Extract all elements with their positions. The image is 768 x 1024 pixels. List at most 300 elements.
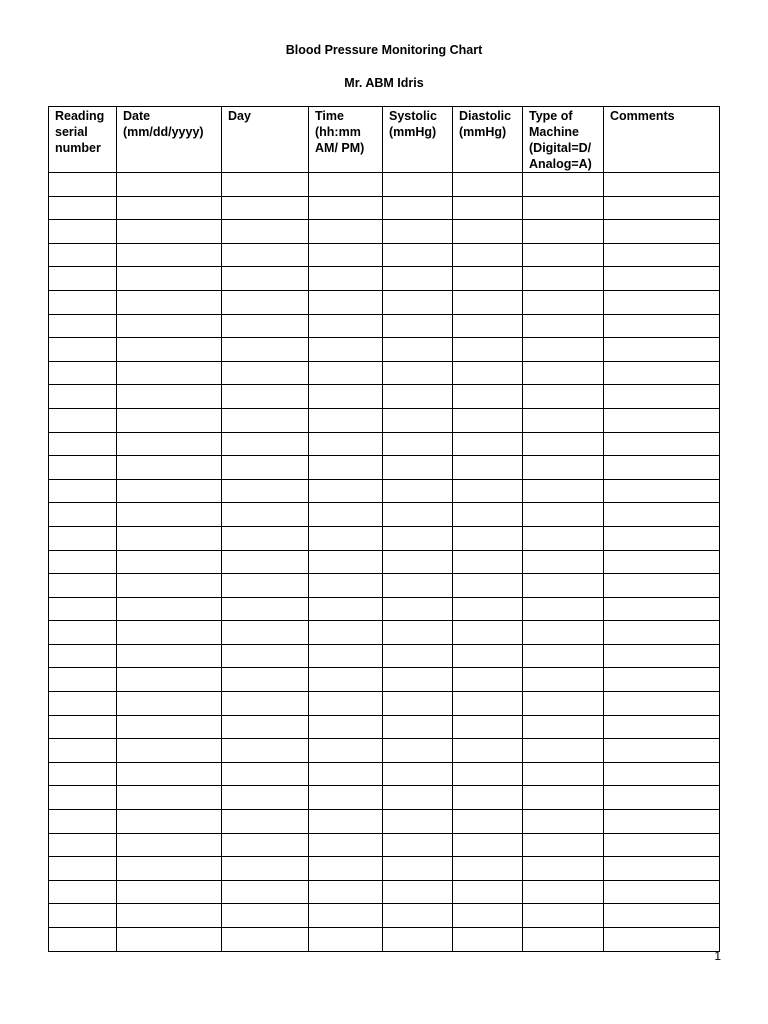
table-row [49, 668, 720, 692]
table-row [49, 621, 720, 645]
table-cell-diastolic[interactable] [453, 810, 523, 834]
table-cell-comments[interactable] [604, 550, 720, 574]
table-cell-day[interactable] [222, 668, 309, 692]
table-row [49, 503, 720, 527]
table-cell-date[interactable] [117, 833, 222, 857]
table-cell-day[interactable] [222, 196, 309, 220]
table-row [49, 267, 720, 291]
table-cell-time[interactable] [309, 526, 383, 550]
table-cell-day[interactable] [222, 385, 309, 409]
table-cell-machine[interactable] [523, 904, 604, 928]
table-cell-day[interactable] [222, 408, 309, 432]
table-row [49, 739, 720, 763]
table-cell-comments[interactable] [604, 361, 720, 385]
table-cell-serial[interactable] [49, 408, 117, 432]
table-cell-comments[interactable] [604, 786, 720, 810]
table-cell-systolic[interactable] [383, 739, 453, 763]
table-cell-serial[interactable] [49, 196, 117, 220]
table-cell-machine[interactable] [523, 290, 604, 314]
table-cell-date[interactable] [117, 479, 222, 503]
table-cell-date[interactable] [117, 597, 222, 621]
table-cell-serial[interactable] [49, 762, 117, 786]
table-cell-systolic[interactable] [383, 456, 453, 480]
table-row [49, 220, 720, 244]
table-cell-systolic[interactable] [383, 503, 453, 527]
table-cell-date[interactable] [117, 432, 222, 456]
table-row [49, 715, 720, 739]
table-cell-day[interactable] [222, 338, 309, 362]
table-cell-time[interactable] [309, 692, 383, 716]
column-header-systolic: Systolic (mmHg) [383, 107, 453, 173]
table-cell-day[interactable] [222, 243, 309, 267]
table-cell-time[interactable] [309, 479, 383, 503]
table-cell-diastolic[interactable] [453, 715, 523, 739]
table-cell-time[interactable] [309, 810, 383, 834]
table-cell-machine[interactable] [523, 314, 604, 338]
table-cell-systolic[interactable] [383, 290, 453, 314]
table-cell-day[interactable] [222, 314, 309, 338]
table-cell-diastolic[interactable] [453, 243, 523, 267]
table-cell-comments[interactable] [604, 668, 720, 692]
table-cell-date[interactable] [117, 361, 222, 385]
table-cell-date[interactable] [117, 385, 222, 409]
table-cell-machine[interactable] [523, 408, 604, 432]
table-cell-comments[interactable] [604, 314, 720, 338]
table-cell-machine[interactable] [523, 385, 604, 409]
table-cell-systolic[interactable] [383, 408, 453, 432]
table-cell-day[interactable] [222, 833, 309, 857]
table-cell-diastolic[interactable] [453, 857, 523, 881]
table-cell-date[interactable] [117, 503, 222, 527]
table-cell-machine[interactable] [523, 574, 604, 598]
table-cell-time[interactable] [309, 456, 383, 480]
table-cell-serial[interactable] [49, 668, 117, 692]
table-cell-machine[interactable] [523, 762, 604, 786]
table-cell-diastolic[interactable] [453, 432, 523, 456]
table-cell-comments[interactable] [604, 196, 720, 220]
table-cell-systolic[interactable] [383, 361, 453, 385]
table-cell-comments[interactable] [604, 715, 720, 739]
table-cell-comments[interactable] [604, 479, 720, 503]
table-cell-day[interactable] [222, 692, 309, 716]
table-cell-date[interactable] [117, 173, 222, 197]
table-cell-day[interactable] [222, 904, 309, 928]
table-cell-comments[interactable] [604, 456, 720, 480]
table-cell-systolic[interactable] [383, 432, 453, 456]
table-cell-systolic[interactable] [383, 314, 453, 338]
table-cell-comments[interactable] [604, 503, 720, 527]
table-cell-day[interactable] [222, 715, 309, 739]
table-cell-time[interactable] [309, 503, 383, 527]
table-cell-time[interactable] [309, 644, 383, 668]
table-cell-date[interactable] [117, 644, 222, 668]
table-cell-day[interactable] [222, 857, 309, 881]
column-header-date: Date (mm/dd/yyyy) [117, 107, 222, 173]
table-cell-machine[interactable] [523, 432, 604, 456]
table-header-row [49, 107, 720, 173]
table-cell-time[interactable] [309, 833, 383, 857]
table-row [49, 456, 720, 480]
table-cell-diastolic[interactable] [453, 408, 523, 432]
table-cell-time[interactable] [309, 762, 383, 786]
table-cell-systolic[interactable] [383, 621, 453, 645]
table-cell-diastolic[interactable] [453, 385, 523, 409]
table-row [49, 597, 720, 621]
table-cell-date[interactable] [117, 220, 222, 244]
table-cell-time[interactable] [309, 857, 383, 881]
table-cell-diastolic[interactable] [453, 833, 523, 857]
table-cell-machine[interactable] [523, 810, 604, 834]
table-cell-machine[interactable] [523, 833, 604, 857]
table-cell-time[interactable] [309, 243, 383, 267]
table-cell-machine[interactable] [523, 456, 604, 480]
table-cell-serial[interactable] [49, 597, 117, 621]
column-header-machine-type: Type of Machine (Digital=D/ Analog=A) [523, 107, 604, 173]
table-cell-date[interactable] [117, 574, 222, 598]
table-cell-day[interactable] [222, 762, 309, 786]
table-row [49, 408, 720, 432]
table-cell-serial[interactable] [49, 290, 117, 314]
table-cell-date[interactable] [117, 621, 222, 645]
table-cell-date[interactable] [117, 928, 222, 952]
table-cell-day[interactable] [222, 928, 309, 952]
table-cell-systolic[interactable] [383, 597, 453, 621]
table-cell-time[interactable] [309, 786, 383, 810]
table-cell-date[interactable] [117, 786, 222, 810]
table-cell-comments[interactable] [604, 810, 720, 834]
table-cell-systolic[interactable] [383, 550, 453, 574]
table-cell-comments[interactable] [604, 644, 720, 668]
table-cell-comments[interactable] [604, 173, 720, 197]
table-cell-machine[interactable] [523, 503, 604, 527]
table-cell-systolic[interactable] [383, 173, 453, 197]
table-row [49, 338, 720, 362]
table-cell-time[interactable] [309, 739, 383, 763]
table-cell-time[interactable] [309, 290, 383, 314]
table-cell-time[interactable] [309, 928, 383, 952]
table-cell-time[interactable] [309, 880, 383, 904]
table-cell-date[interactable] [117, 880, 222, 904]
table-cell-diastolic[interactable] [453, 739, 523, 763]
table-cell-time[interactable] [309, 550, 383, 574]
table-cell-comments[interactable] [604, 739, 720, 763]
table-cell-diastolic[interactable] [453, 904, 523, 928]
table-cell-machine[interactable] [523, 857, 604, 881]
table-cell-serial[interactable] [49, 267, 117, 291]
table-cell-machine[interactable] [523, 243, 604, 267]
table-cell-time[interactable] [309, 361, 383, 385]
table-cell-serial[interactable] [49, 692, 117, 716]
table-cell-diastolic[interactable] [453, 644, 523, 668]
table-cell-systolic[interactable] [383, 196, 453, 220]
table-cell-day[interactable] [222, 810, 309, 834]
table-cell-time[interactable] [309, 408, 383, 432]
table-cell-time[interactable] [309, 196, 383, 220]
table-cell-systolic[interactable] [383, 220, 453, 244]
table-cell-date[interactable] [117, 715, 222, 739]
table-cell-day[interactable] [222, 267, 309, 291]
table-row [49, 526, 720, 550]
blood-pressure-table [48, 106, 720, 952]
table-cell-comments[interactable] [604, 243, 720, 267]
table-cell-diastolic[interactable] [453, 928, 523, 952]
table-cell-day[interactable] [222, 574, 309, 598]
table-cell-serial[interactable] [49, 928, 117, 952]
table-cell-comments[interactable] [604, 432, 720, 456]
table-cell-day[interactable] [222, 526, 309, 550]
table-cell-comments[interactable] [604, 904, 720, 928]
table-cell-serial[interactable] [49, 432, 117, 456]
table-cell-diastolic[interactable] [453, 762, 523, 786]
table-row [49, 196, 720, 220]
table-cell-serial[interactable] [49, 550, 117, 574]
table-cell-date[interactable] [117, 904, 222, 928]
table-cell-machine[interactable] [523, 668, 604, 692]
table-cell-date[interactable] [117, 408, 222, 432]
table-cell-day[interactable] [222, 786, 309, 810]
table-cell-systolic[interactable] [383, 762, 453, 786]
table-cell-diastolic[interactable] [453, 220, 523, 244]
table-cell-machine[interactable] [523, 361, 604, 385]
table-cell-serial[interactable] [49, 243, 117, 267]
table-cell-date[interactable] [117, 810, 222, 834]
table-cell-comments[interactable] [604, 880, 720, 904]
table-cell-time[interactable] [309, 314, 383, 338]
table-row [49, 810, 720, 834]
table-cell-machine[interactable] [523, 526, 604, 550]
table-cell-date[interactable] [117, 456, 222, 480]
table-cell-day[interactable] [222, 739, 309, 763]
table-cell-diastolic[interactable] [453, 597, 523, 621]
table-cell-comments[interactable] [604, 621, 720, 645]
table-cell-serial[interactable] [49, 715, 117, 739]
table-cell-time[interactable] [309, 432, 383, 456]
table-cell-time[interactable] [309, 220, 383, 244]
table-cell-serial[interactable] [49, 810, 117, 834]
document-subtitle: Mr. ABM Idris [344, 76, 424, 90]
table-cell-machine[interactable] [523, 786, 604, 810]
table-cell-serial[interactable] [49, 503, 117, 527]
table-cell-machine[interactable] [523, 267, 604, 291]
table-cell-systolic[interactable] [383, 880, 453, 904]
table-cell-systolic[interactable] [383, 668, 453, 692]
table-cell-machine[interactable] [523, 692, 604, 716]
table-cell-day[interactable] [222, 220, 309, 244]
table-cell-diastolic[interactable] [453, 173, 523, 197]
table-cell-machine[interactable] [523, 715, 604, 739]
table-cell-time[interactable] [309, 267, 383, 291]
table-cell-comments[interactable] [604, 290, 720, 314]
table-cell-serial[interactable] [49, 456, 117, 480]
table-cell-day[interactable] [222, 361, 309, 385]
table-cell-systolic[interactable] [383, 692, 453, 716]
table-cell-comments[interactable] [604, 928, 720, 952]
table-cell-date[interactable] [117, 550, 222, 574]
column-header-comments: Comments [604, 107, 720, 173]
table-cell-diastolic[interactable] [453, 290, 523, 314]
table-cell-date[interactable] [117, 526, 222, 550]
table-cell-machine[interactable] [523, 644, 604, 668]
table-cell-serial[interactable] [49, 220, 117, 244]
table-cell-time[interactable] [309, 338, 383, 362]
table-cell-serial[interactable] [49, 857, 117, 881]
table-cell-serial[interactable] [49, 173, 117, 197]
table-cell-systolic[interactable] [383, 715, 453, 739]
table-cell-comments[interactable] [604, 220, 720, 244]
table-cell-date[interactable] [117, 739, 222, 763]
table-cell-systolic[interactable] [383, 857, 453, 881]
table-cell-time[interactable] [309, 904, 383, 928]
table-cell-date[interactable] [117, 290, 222, 314]
table-cell-serial[interactable] [49, 644, 117, 668]
column-header-serial: Reading serial number [49, 107, 117, 173]
table-cell-diastolic[interactable] [453, 503, 523, 527]
table-cell-systolic[interactable] [383, 904, 453, 928]
table-cell-serial[interactable] [49, 786, 117, 810]
table-row [49, 880, 720, 904]
table-cell-diastolic[interactable] [453, 479, 523, 503]
table-cell-diastolic[interactable] [453, 456, 523, 480]
table-cell-date[interactable] [117, 243, 222, 267]
document-title: Blood Pressure Monitoring Chart [285, 43, 483, 57]
table-cell-time[interactable] [309, 621, 383, 645]
table-cell-serial[interactable] [49, 739, 117, 763]
table-cell-date[interactable] [117, 762, 222, 786]
table-cell-systolic[interactable] [383, 479, 453, 503]
table-cell-machine[interactable] [523, 196, 604, 220]
table-cell-systolic[interactable] [383, 338, 453, 362]
table-cell-serial[interactable] [49, 904, 117, 928]
table-cell-time[interactable] [309, 668, 383, 692]
table-cell-machine[interactable] [523, 338, 604, 362]
table-cell-time[interactable] [309, 574, 383, 598]
table-cell-day[interactable] [222, 432, 309, 456]
table-cell-diastolic[interactable] [453, 880, 523, 904]
table-cell-serial[interactable] [49, 833, 117, 857]
table-cell-comments[interactable] [604, 833, 720, 857]
table-row [49, 928, 720, 952]
table-cell-day[interactable] [222, 597, 309, 621]
table-cell-time[interactable] [309, 173, 383, 197]
table-cell-date[interactable] [117, 668, 222, 692]
table-cell-machine[interactable] [523, 173, 604, 197]
table-cell-systolic[interactable] [383, 385, 453, 409]
table-cell-serial[interactable] [49, 385, 117, 409]
table-cell-systolic[interactable] [383, 526, 453, 550]
table-cell-systolic[interactable] [383, 833, 453, 857]
table-row [49, 173, 720, 197]
table-cell-diastolic[interactable] [453, 550, 523, 574]
table-cell-diastolic[interactable] [453, 786, 523, 810]
table-cell-serial[interactable] [49, 880, 117, 904]
table-cell-machine[interactable] [523, 479, 604, 503]
table-cell-comments[interactable] [604, 526, 720, 550]
table-cell-day[interactable] [222, 456, 309, 480]
table-cell-date[interactable] [117, 857, 222, 881]
table-row [49, 762, 720, 786]
table-cell-comments[interactable] [604, 597, 720, 621]
table-cell-serial[interactable] [49, 314, 117, 338]
table-cell-systolic[interactable] [383, 574, 453, 598]
table-cell-comments[interactable] [604, 385, 720, 409]
table-cell-systolic[interactable] [383, 644, 453, 668]
table-cell-machine[interactable] [523, 597, 604, 621]
table-cell-day[interactable] [222, 173, 309, 197]
table-cell-machine[interactable] [523, 739, 604, 763]
table-row [49, 644, 720, 668]
table-cell-diastolic[interactable] [453, 267, 523, 291]
table-cell-systolic[interactable] [383, 243, 453, 267]
table-cell-time[interactable] [309, 715, 383, 739]
table-cell-systolic[interactable] [383, 810, 453, 834]
table-cell-serial[interactable] [49, 526, 117, 550]
table-cell-day[interactable] [222, 479, 309, 503]
table-cell-date[interactable] [117, 314, 222, 338]
table-cell-time[interactable] [309, 385, 383, 409]
table-cell-serial[interactable] [49, 361, 117, 385]
table-cell-comments[interactable] [604, 762, 720, 786]
table-cell-day[interactable] [222, 644, 309, 668]
table-cell-comments[interactable] [604, 267, 720, 291]
table-cell-time[interactable] [309, 597, 383, 621]
table-cell-day[interactable] [222, 621, 309, 645]
table-row [49, 432, 720, 456]
table-cell-serial[interactable] [49, 621, 117, 645]
column-header-time: Time (hh:mm AM/ PM) [309, 107, 383, 173]
table-cell-serial[interactable] [49, 574, 117, 598]
table-cell-date[interactable] [117, 267, 222, 291]
table-cell-diastolic[interactable] [453, 668, 523, 692]
table-cell-comments[interactable] [604, 574, 720, 598]
table-row [49, 692, 720, 716]
table-cell-serial[interactable] [49, 479, 117, 503]
table-cell-day[interactable] [222, 290, 309, 314]
table-cell-day[interactable] [222, 550, 309, 574]
table-cell-comments[interactable] [604, 338, 720, 362]
table-cell-date[interactable] [117, 338, 222, 362]
table-cell-machine[interactable] [523, 928, 604, 952]
table-cell-diastolic[interactable] [453, 526, 523, 550]
table-cell-date[interactable] [117, 196, 222, 220]
table-cell-systolic[interactable] [383, 786, 453, 810]
table-cell-machine[interactable] [523, 220, 604, 244]
table-cell-comments[interactable] [604, 857, 720, 881]
table-cell-systolic[interactable] [383, 928, 453, 952]
table-row [49, 314, 720, 338]
table-cell-comments[interactable] [604, 408, 720, 432]
table-cell-machine[interactable] [523, 621, 604, 645]
table-cell-machine[interactable] [523, 550, 604, 574]
page-number: 1 [714, 949, 721, 963]
table-cell-day[interactable] [222, 503, 309, 527]
column-header-day: Day [222, 107, 309, 173]
table-cell-diastolic[interactable] [453, 196, 523, 220]
table-cell-machine[interactable] [523, 880, 604, 904]
table-cell-systolic[interactable] [383, 267, 453, 291]
table-cell-diastolic[interactable] [453, 338, 523, 362]
table-row [49, 574, 720, 598]
table-cell-date[interactable] [117, 692, 222, 716]
table-cell-comments[interactable] [604, 692, 720, 716]
table-row [49, 385, 720, 409]
table-cell-serial[interactable] [49, 338, 117, 362]
table-cell-diastolic[interactable] [453, 574, 523, 598]
table-cell-diastolic[interactable] [453, 361, 523, 385]
table-cell-day[interactable] [222, 880, 309, 904]
table-cell-diastolic[interactable] [453, 621, 523, 645]
table-cell-diastolic[interactable] [453, 314, 523, 338]
table-cell-diastolic[interactable] [453, 692, 523, 716]
